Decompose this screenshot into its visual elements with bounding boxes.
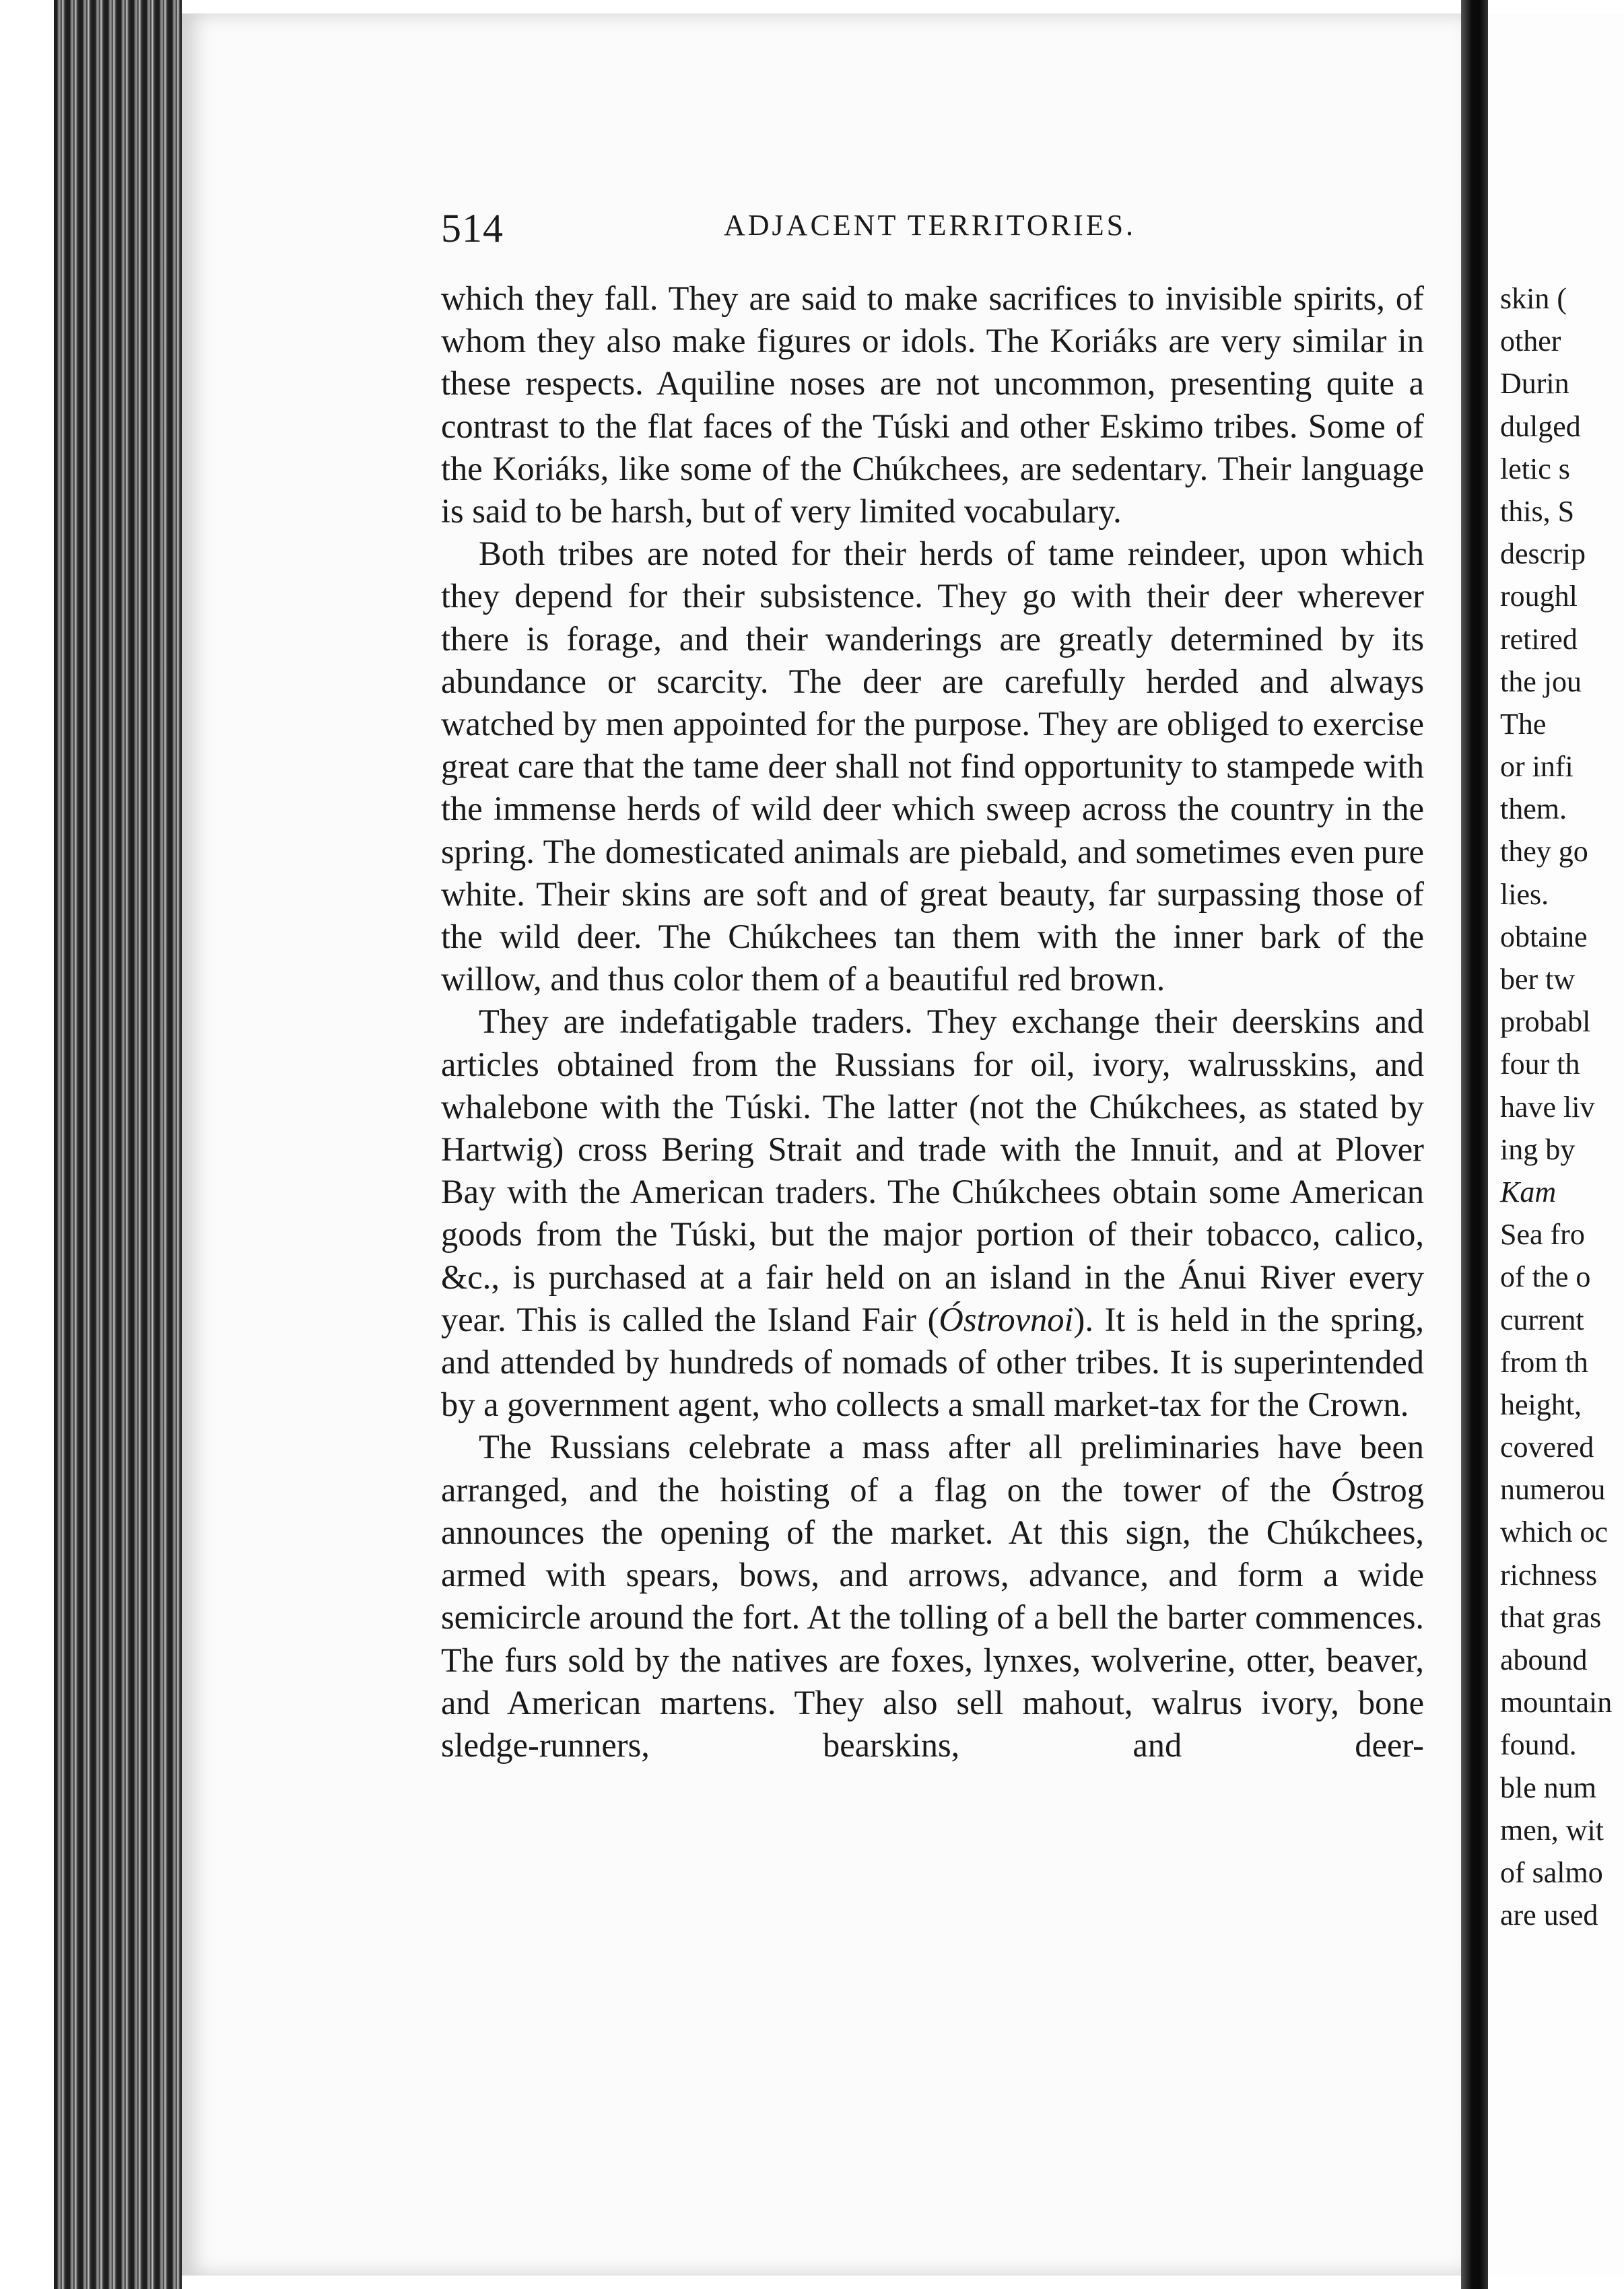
text-run: ). It is held in the spring, and attended by hundreds of nomads of other tribes. It is superintended by a government agent, who collects a small market-tax for the Crown. <box>441 1300 1424 1424</box>
right-page-line <box>1500 873 1624 916</box>
right-page-line <box>1500 1894 1624 1936</box>
text-run: found. <box>1500 1728 1577 1762</box>
right-page-line <box>1500 320 1624 362</box>
text-run: skin ( <box>1500 282 1567 315</box>
text-run: They are indefatigable traders. They exchange their deerskins and articles obtained from the Russians for oil, ivory, walrusskins, and whalebone with the Túski. The latter (not the Chúkchees, as stated by Hartwig) cross Bering Strait and trade with the Innuit, and at Plover Bay with the American traders. The Chúkchees obtain some American goods from the Túski, but the major portion of their tobacco, calico, &c., is purchased at a fair held on an island in the Ánui River every year. This is called the Island Fair ( <box>441 1002 1424 1338</box>
text-run: lies. <box>1500 877 1549 911</box>
text-run: four th <box>1500 1048 1580 1081</box>
paragraph <box>441 1000 1424 1426</box>
right-page-line <box>1500 1000 1624 1043</box>
text-run: from th <box>1500 1345 1588 1379</box>
right-page-line <box>1500 1468 1624 1511</box>
text-run: that gras <box>1500 1600 1602 1634</box>
text-run: have liv <box>1500 1090 1595 1124</box>
text-run: The Russians celebrate a mass after all preliminaries have been arranged, and the hoisting of a flag on the tower of the Óstrog announces the opening of the market. At this sign, the Chúkchees, armed with spears, bows, and arrows, advance, and form a wide semicircle around the fort. At the tolling of a bell the barter commences. The furs sold by the natives are foxes, lynxes, wolverine, otter, beaver, and American martens. They also sell mahout, walrus ivory, bone sledge-runners, bearskins, and deer- <box>441 1428 1424 1764</box>
text-run: them. <box>1500 792 1567 826</box>
right-page-line <box>1500 1809 1624 1851</box>
paragraph <box>441 1426 1424 1767</box>
right-page-line <box>1500 1511 1624 1553</box>
text-run: men, wit <box>1500 1813 1604 1847</box>
right-page-line <box>1500 745 1624 788</box>
right-page-line <box>1500 1426 1624 1468</box>
text-run: current <box>1500 1303 1584 1336</box>
text-run: ing by <box>1500 1132 1576 1166</box>
right-page-line <box>1500 1171 1624 1213</box>
right-page-line <box>1500 448 1624 490</box>
italic-text: Kam <box>1500 1175 1557 1208</box>
text-run: ber tw <box>1500 963 1576 996</box>
book-page-edges <box>54 0 182 2289</box>
text-run: letic s <box>1500 452 1570 485</box>
body-text <box>441 277 1424 1767</box>
right-page-line <box>1500 1043 1624 1085</box>
right-page-line <box>1500 1851 1624 1894</box>
text-run: covered <box>1500 1431 1594 1464</box>
right-page-line <box>1500 405 1624 448</box>
right-page-line <box>1500 1639 1624 1681</box>
text-run: which they fall. They are said to make sacrifices to invisible spirits, of whom they also make figures or idols. The Koriáks are very similar in these respects. Aquiline noses are not uncommon, presenting quite a contrast to the flat faces of the Túski and other Eskimo tribes. Some of the Koriáks, like some of the Chúkchees, are sedentary. Their language is said to be harsh, but of very limited vocabulary. <box>441 279 1424 531</box>
scan-margin <box>0 0 54 2289</box>
text-run: other <box>1500 324 1561 358</box>
right-page-line <box>1500 788 1624 830</box>
right-page-line <box>1500 1767 1624 1809</box>
right-page-line <box>1500 618 1624 660</box>
text-run: are used <box>1500 1899 1598 1932</box>
text-run: of salmo <box>1500 1855 1603 1889</box>
right-page-line <box>1500 362 1624 405</box>
right-page-line <box>1500 1086 1624 1128</box>
text-run: descrip <box>1500 537 1586 571</box>
text-run: abound <box>1500 1643 1588 1676</box>
right-page-line <box>1500 1723 1624 1766</box>
text-run: obtaine <box>1500 920 1588 953</box>
text-run: richness <box>1500 1558 1598 1592</box>
italic-text: Óstrovnoi <box>939 1300 1074 1338</box>
text-run: probabl <box>1500 1005 1591 1039</box>
right-page-line <box>1500 1681 1624 1723</box>
right-page-line <box>1500 1383 1624 1426</box>
text-run: The <box>1500 707 1547 741</box>
right-page-line <box>1500 830 1624 873</box>
running-head <box>441 205 1424 266</box>
text-run: ble num <box>1500 1771 1596 1804</box>
text-run: height, <box>1500 1388 1582 1421</box>
text-run: roughl <box>1500 580 1578 613</box>
text-run: retired <box>1500 622 1578 656</box>
right-page-line <box>1500 533 1624 575</box>
paragraph <box>441 277 1424 533</box>
right-page-line <box>1500 1596 1624 1639</box>
right-page-line <box>1500 1299 1624 1341</box>
right-page-line <box>1500 958 1624 1000</box>
right-page-line <box>1500 1341 1624 1383</box>
right-page-line <box>1500 575 1624 617</box>
text-run: mountain <box>1500 1686 1613 1719</box>
text-run: Sea fro <box>1500 1218 1585 1252</box>
right-page-line <box>1500 1256 1624 1298</box>
running-title: ADJACENT TERRITORIES. <box>724 209 1137 242</box>
right-page-line <box>1500 490 1624 533</box>
right-page-line <box>1500 277 1624 320</box>
right-page-line <box>1500 1554 1624 1596</box>
text-run: they go <box>1500 835 1588 868</box>
text-run: which oc <box>1500 1515 1609 1549</box>
right-page-line <box>1500 916 1624 958</box>
text-run: Durin <box>1500 367 1569 401</box>
book-gutter <box>1461 0 1488 2289</box>
right-page-line <box>1500 1128 1624 1171</box>
paragraph <box>441 533 1424 1000</box>
right-page-line <box>1500 660 1624 703</box>
text-run: Both tribes are noted for their herds of tame reindeer, upon which they depend for their subsistence. They go with their deer wherever there is forage, and their wanderings are greatly determined by its abundance or scarcity. The deer are carefully herded and always watched by men appointed for the purpose. They are obliged to exercise great care that the tame deer shall not find opportunity to stampede with the immense herds of wild deer which sweep across the country in the spring. The domesticated animals are piebald, and sometimes even pure white. Their skins are soft and of great beauty, far surpassing those of the wild deer. The Chúkchees tan them with the inner bark of the willow, and thus color them of a beautiful red brown. <box>441 535 1424 998</box>
text-run: numerou <box>1500 1473 1606 1507</box>
right-page-text <box>1500 277 1624 1936</box>
right-page-line <box>1500 703 1624 745</box>
text-run: this, S <box>1500 494 1575 528</box>
text-run: of the o <box>1500 1260 1591 1294</box>
text-run: or infi <box>1500 750 1574 784</box>
right-page-line <box>1500 1213 1624 1256</box>
text-run: the jou <box>1500 664 1582 698</box>
text-run: dulged <box>1500 409 1581 443</box>
page-number: 514 <box>441 206 504 250</box>
